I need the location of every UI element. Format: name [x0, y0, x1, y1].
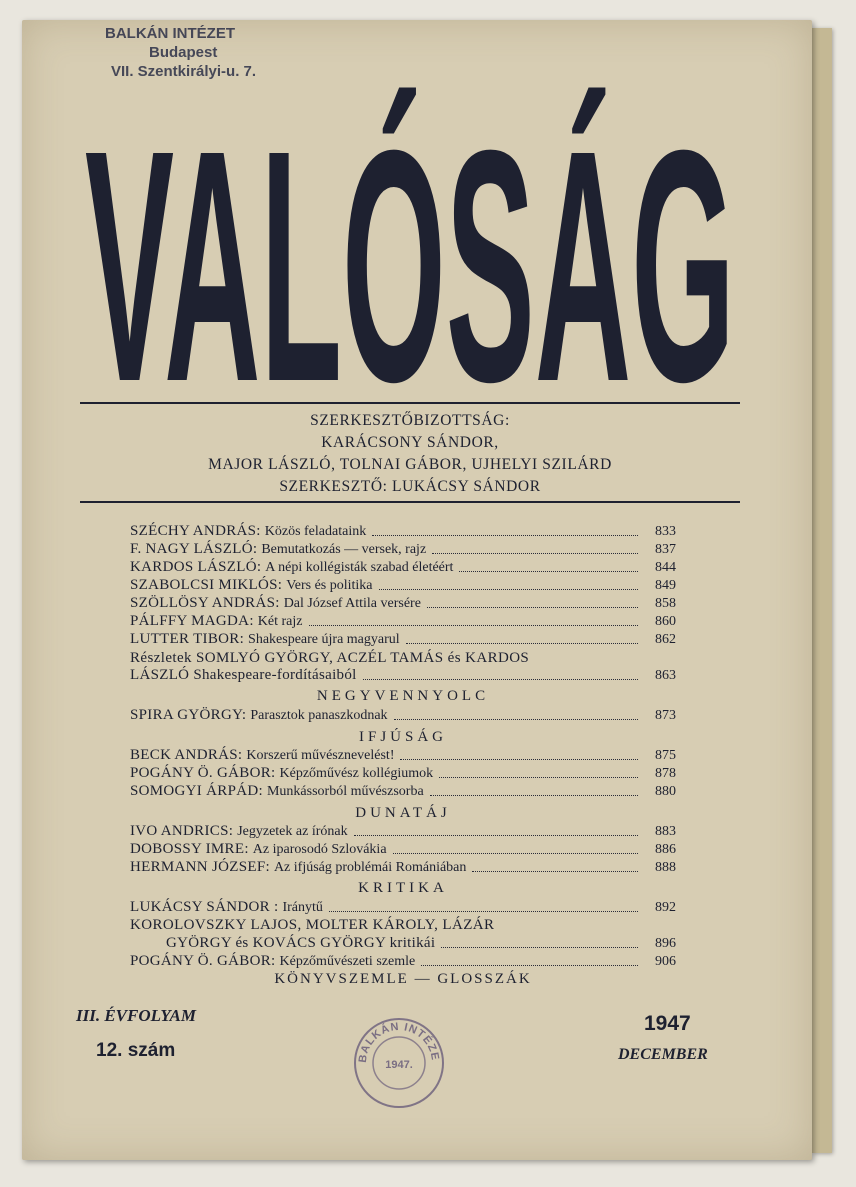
board-line-2: MAJOR LÁSZLÓ, TOLNAI GÁBOR, UJHELYI SZILÁRD: [208, 456, 612, 473]
issue-label: 12. szám: [96, 1040, 176, 1061]
toc-row: [130, 822, 676, 840]
toc-page: 883: [655, 824, 676, 839]
toc-page: 906: [655, 954, 676, 969]
section-heading: NEGYVENNYOLC: [316, 688, 490, 704]
toc-title: Korszerű művésznevelést!: [246, 748, 395, 763]
board-line-1: KARÁCSONY SÁNDOR,: [321, 434, 499, 451]
dot-leader: [400, 759, 638, 760]
toc-page: 862: [655, 632, 676, 647]
toc-page: 863: [655, 668, 676, 683]
toc-title: Két rajz: [257, 614, 303, 629]
toc-author: LUTTER TIBOR:: [130, 631, 245, 647]
dot-leader: [472, 871, 638, 872]
dot-leader: [441, 947, 638, 948]
svg-text:BALKÁN INTÉZET: [352, 1016, 441, 1063]
toc-title: Dal József Attila versére: [283, 596, 421, 611]
toc-title: Bemutatkozás — versek, rajz: [261, 542, 427, 557]
toc-title: Vers és politika: [286, 578, 373, 593]
dot-leader: [354, 835, 638, 836]
toc-page: 892: [655, 900, 676, 915]
toc-page: 886: [655, 842, 676, 857]
toc-author: HERMANN JÓZSEF:: [130, 859, 270, 875]
toc-row: [130, 612, 676, 630]
section-heading: KRITIKA: [358, 880, 448, 896]
top-rule: [80, 402, 740, 404]
toc-row: [130, 746, 676, 764]
toc-row: [130, 594, 676, 612]
toc-page: 873: [655, 708, 676, 723]
toc-row: [130, 666, 676, 684]
toc-title: Jegyzetek az írónak: [237, 824, 348, 839]
toc-title: Az iparosodó Szlovákia: [252, 842, 387, 857]
toc-author: SOMOGYI ÁRPÁD:: [130, 783, 263, 799]
toc-row: [130, 576, 676, 594]
toc-critics-line-2: GYÖRGY és KOVÁCS GYÖRGY kritikái: [166, 935, 436, 951]
toc-row: [130, 522, 676, 540]
year-label: 1947: [644, 1012, 691, 1035]
toc-row: [130, 840, 676, 858]
toc-row: [130, 952, 676, 970]
volume-label: III. ÉVFOLYAM: [76, 1006, 196, 1025]
dot-leader: [439, 777, 638, 778]
stamp-line-3: VII. Szentkirályi-u. 7.: [111, 63, 257, 80]
toc-row: [130, 898, 676, 916]
masthead: [80, 62, 740, 392]
toc-title: Az ifjúság problémái Romániában: [273, 860, 467, 875]
toc-author: PÁLFFY MAGDA:: [130, 613, 254, 629]
toc-page: 849: [655, 578, 676, 593]
toc-title: Shakespeare újra magyarul: [248, 632, 400, 647]
dot-leader: [427, 607, 638, 608]
toc-multi-line-2: LÁSZLÓ Shakespeare-fordításaiból: [130, 667, 357, 683]
dot-leader: [372, 535, 638, 536]
dot-leader: [379, 589, 638, 590]
closing-line: KÖNYVSZEMLE — GLOSSZÁK: [274, 971, 532, 987]
round-library-stamp: [352, 1016, 446, 1110]
toc-page: 875: [655, 748, 676, 763]
toc-author: KARDOS LÁSZLÓ:: [130, 559, 262, 575]
toc-page: 844: [655, 560, 676, 575]
stamp-center-text: 1947.: [385, 1059, 413, 1071]
dot-leader: [363, 679, 638, 680]
toc-title: Képzőművész kollégiumok: [279, 766, 434, 781]
toc-page: 896: [655, 936, 676, 951]
toc-critics-line-1: KOROLOVSZKY LAJOS, MOLTER KÁROLY, LÁZÁR: [130, 917, 495, 933]
section-heading: IFJÚSÁG: [358, 729, 447, 745]
toc-page: 833: [655, 524, 676, 539]
toc-author: SPIRA GYÖRGY:: [130, 707, 247, 723]
dot-leader: [432, 553, 638, 554]
dot-leader: [421, 965, 638, 966]
toc-author: POGÁNY Ö. GÁBOR:: [130, 953, 276, 969]
toc-title: Parasztok panaszkodnak: [250, 708, 388, 723]
dot-leader: [459, 571, 638, 572]
toc-title: Munkássorból művészsorba: [266, 784, 424, 799]
toc-row: [130, 934, 676, 952]
toc-page: 880: [655, 784, 676, 799]
toc-author: F. NAGY LÁSZLÓ:: [130, 541, 258, 557]
toc-author: SZÉCHY ANDRÁS:: [130, 523, 261, 539]
toc-row: [130, 706, 676, 724]
toc-page: 888: [655, 860, 676, 875]
toc-author: SZÖLLÖSY ANDRÁS:: [130, 595, 280, 611]
stamp-ring-text: BALKÁN INTÉZE: [356, 1020, 442, 1064]
toc-author: BECK ANDRÁS:: [130, 747, 243, 763]
toc-page: 878: [655, 766, 676, 781]
toc-author: DOBOSSY IMRE:: [130, 841, 249, 857]
board-rule: [80, 501, 740, 503]
toc-row: [130, 764, 676, 782]
board-heading: SZERKESZTŐBIZOTTSÁG:: [310, 412, 510, 429]
toc-title: A népi kollégisták szabad életéért: [265, 560, 454, 575]
stamp-line-2: Budapest: [149, 44, 218, 61]
toc-title: Iránytű: [282, 900, 323, 915]
month-label: DECEMBER: [618, 1046, 708, 1063]
toc-author: LUKÁCSY SÁNDOR :: [130, 899, 279, 915]
toc-row: [130, 782, 676, 800]
toc-author: POGÁNY Ö. GÁBOR:: [130, 765, 276, 781]
dot-leader: [309, 625, 639, 626]
spine-edge: [812, 28, 832, 1153]
toc-title: Képzőművészeti szemle: [279, 954, 416, 969]
toc-row: [130, 858, 676, 876]
masthead-title: VALÓSÁG: [85, 81, 735, 392]
toc-author: SZABOLCSI MIKLÓS:: [130, 577, 283, 593]
dot-leader: [329, 911, 638, 912]
toc-row: [130, 630, 676, 648]
toc-page: 837: [655, 542, 676, 557]
dot-leader: [393, 853, 638, 854]
toc-page: 860: [655, 614, 676, 629]
section-heading: DUNATÁJ: [355, 805, 451, 821]
toc-page: 858: [655, 596, 676, 611]
toc-row: [130, 558, 676, 576]
dot-leader: [430, 795, 638, 796]
toc-author: IVO ANDRICS:: [130, 823, 234, 839]
toc-title: Közös feladataink: [264, 524, 367, 539]
toc-row: [130, 540, 676, 558]
dot-leader: [406, 643, 638, 644]
board-line-3: SZERKESZTŐ: LUKÁCSY SÁNDOR: [279, 478, 541, 495]
toc-multi-line-1: Részletek SOMLYÓ GYÖRGY, ACZÉL TAMÁS és KARDOS: [130, 650, 530, 666]
dot-leader: [394, 719, 638, 720]
stamp-line-1: BALKÁN INTÉZET: [105, 25, 235, 42]
